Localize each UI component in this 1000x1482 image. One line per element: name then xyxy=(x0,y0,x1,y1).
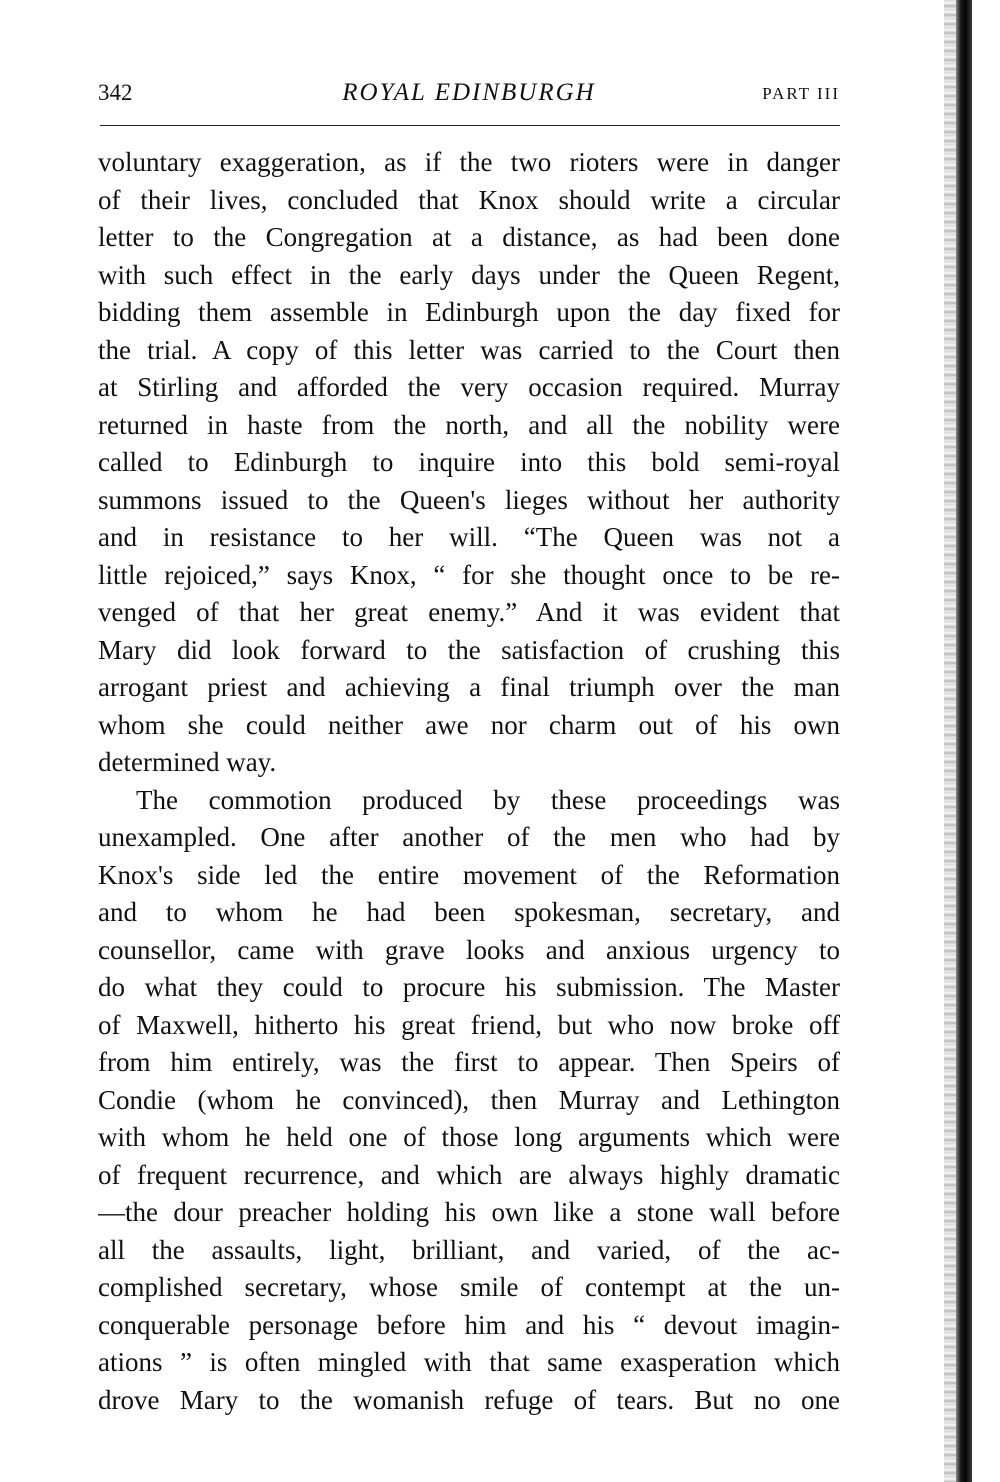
text-line: complished secretary, whose smile of contempt at the un- xyxy=(98,1272,840,1302)
text-line: with whom he held one of those long arguments which were xyxy=(98,1122,840,1152)
text-line: unexampled. One after another of the men who had by xyxy=(98,822,840,852)
body-text xyxy=(98,144,840,1419)
paragraph-2 xyxy=(98,782,840,1420)
running-title: ROYAL EDINBURGH xyxy=(342,79,596,106)
text-line: returned in haste from the north, and all the nobility were xyxy=(98,409,840,440)
text-line: summons issued to the Queen's lieges without her authority xyxy=(98,484,840,515)
text-line: determined way. xyxy=(98,747,277,777)
text-line: at Stirling and afforded the very occasion required. Murray xyxy=(98,372,840,402)
text-line: of their lives, concluded that Knox should write a circular xyxy=(98,184,840,215)
text-line: Mary did look forward to the satisfaction of crushing this xyxy=(98,634,840,665)
text-line: arrogant priest and achieving a final triumph over the man xyxy=(98,672,840,702)
text-line: voluntary exaggeration, as if the two rioters were in danger xyxy=(98,147,840,177)
header-rule xyxy=(100,125,840,126)
page-number: 342 xyxy=(98,80,133,105)
text-line: of Maxwell, hitherto his great friend, but who now broke off xyxy=(98,1009,840,1040)
text-line: ations ” is often mingled with that same exasperation which xyxy=(98,1347,840,1377)
text-line: with such effect in the early days under the Queen Regent, xyxy=(98,259,840,290)
text-line: and in resistance to her will. “The Queen was not a xyxy=(98,522,840,552)
text-line: whom she could neither awe nor charm out of his own xyxy=(98,709,840,740)
page-margin-right xyxy=(972,0,1000,1482)
text-line: all the assaults, light, brilliant, and varied, of the ac- xyxy=(98,1234,840,1265)
text-line: drove Mary to the womanish refuge of tears. But no one xyxy=(98,1384,840,1415)
text-line: letter to the Congregation at a distance, as had been done xyxy=(98,222,840,252)
binding-edge-shadow xyxy=(956,0,972,1482)
text-line: the trial. A copy of this letter was carried to the Court then xyxy=(98,334,840,365)
text-line: counsellor, came with grave looks and anxious urgency to xyxy=(98,934,840,965)
text-line: bidding them assemble in Edinburgh upon the day fixed for xyxy=(98,297,840,327)
text-line: little rejoiced,” says Knox, “ for she thought once to be re- xyxy=(98,559,840,590)
text-line: The commotion produced by these proceedings was xyxy=(136,784,840,815)
text-line: of frequent recurrence, and which are always highly dramatic xyxy=(98,1159,840,1190)
text-line: do what they could to procure his submission. The Master xyxy=(98,972,840,1002)
text-line: Knox's side led the entire movement of the Reformation xyxy=(98,859,840,890)
running-header xyxy=(98,78,840,118)
text-line: —the dour preacher holding his own like a stone wall before xyxy=(98,1197,840,1227)
text-line: conquerable personage before him and his “ devout imagin- xyxy=(98,1309,840,1340)
text-line: venged of that her great enemy.” And it was evident that xyxy=(98,597,840,627)
text-line: from him entirely, was the first to appear. Then Speirs of xyxy=(98,1047,840,1077)
paragraph-1 xyxy=(98,144,840,782)
text-line: Condie (whom he convinced), then Murray and Lethington xyxy=(98,1084,840,1115)
part-label: PART III xyxy=(762,84,840,103)
text-line: called to Edinburgh to inquire into this bold semi-royal xyxy=(98,447,840,477)
text-line: and to whom he had been spokesman, secretary, and xyxy=(98,897,840,927)
